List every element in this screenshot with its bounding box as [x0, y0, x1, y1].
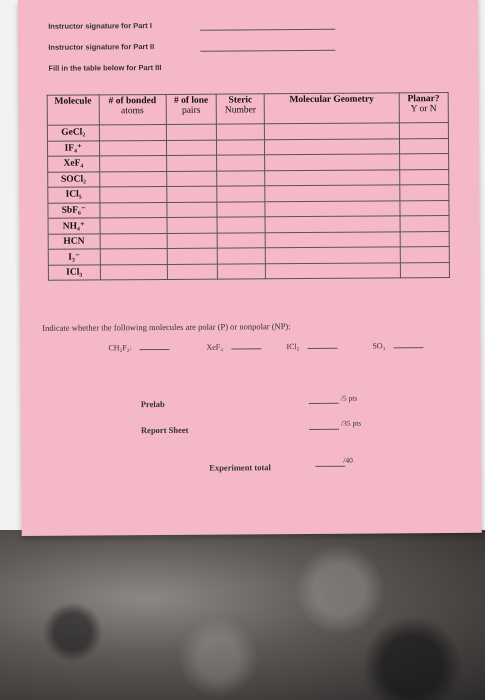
- polarity-answer-blank[interactable]: [140, 349, 170, 350]
- molecule-cell: ICl₃: [48, 264, 100, 280]
- sig-part2-line[interactable]: [200, 50, 335, 52]
- col-bonded-atoms: # of bonded atoms: [99, 94, 166, 124]
- molecule-cell: GeCl₂: [47, 125, 99, 141]
- molecule-cell: SOCl₂: [48, 171, 100, 187]
- polarity-item: SO₃: [372, 341, 423, 350]
- molecule-cell: ICl₅: [48, 187, 100, 203]
- report-score-line[interactable]: [309, 429, 339, 430]
- col-molecular-geometry: Molecular Geometry: [264, 93, 399, 124]
- col-steric-number: Steric Number: [216, 94, 264, 124]
- report-label: Report Sheet: [140, 424, 189, 436]
- worksheet-page: [18, 0, 482, 536]
- polarity-answer-blank[interactable]: [231, 348, 261, 349]
- col-molecule: Molecule: [47, 95, 99, 125]
- polarity-instruction: Indicate whether the following molecules are polar (P) or nonpolar (NP):: [42, 321, 291, 333]
- molecule-cell: IF₄⁺: [47, 140, 99, 156]
- prelab-label: Prelab: [140, 398, 165, 410]
- report-points: /35 pts: [340, 418, 362, 428]
- total-score-line[interactable]: [315, 466, 345, 467]
- polarity-item: ICl₅: [286, 342, 337, 351]
- desk-surface: [0, 530, 485, 700]
- polarity-item: CH₂F₂:: [108, 343, 169, 352]
- total-points: /40: [343, 455, 353, 465]
- sig-part2-label: Instructor signature for Part II: [48, 42, 155, 52]
- sig-part1-label: Instructor signature for Part I: [48, 21, 152, 31]
- part3-table: [47, 92, 450, 281]
- sig-part1-line[interactable]: [200, 29, 335, 31]
- table-header-row: [47, 92, 448, 125]
- polarity-item: XeF₄: [206, 342, 261, 351]
- table-row: [48, 262, 449, 280]
- prelab-score-line[interactable]: [309, 403, 339, 404]
- molecule-cell: NH₄⁺: [48, 218, 100, 234]
- molecule-cell: I₃⁻: [48, 249, 100, 265]
- polarity-answer-blank[interactable]: [307, 348, 337, 349]
- prelab-points: /5 pts: [340, 393, 358, 403]
- col-lone-pairs: # of lone pairs: [166, 94, 217, 124]
- fill-instruction: Fill in the table below for Part III: [48, 63, 162, 73]
- total-label: Experiment total: [209, 462, 271, 473]
- col-planar: Planar? Y or N: [399, 92, 449, 122]
- molecule-cell: HCN: [48, 233, 100, 249]
- polarity-answer-blank[interactable]: [393, 347, 423, 348]
- molecule-cell: SbF₆⁻: [48, 202, 100, 218]
- molecule-cell: XeF₄: [48, 156, 100, 172]
